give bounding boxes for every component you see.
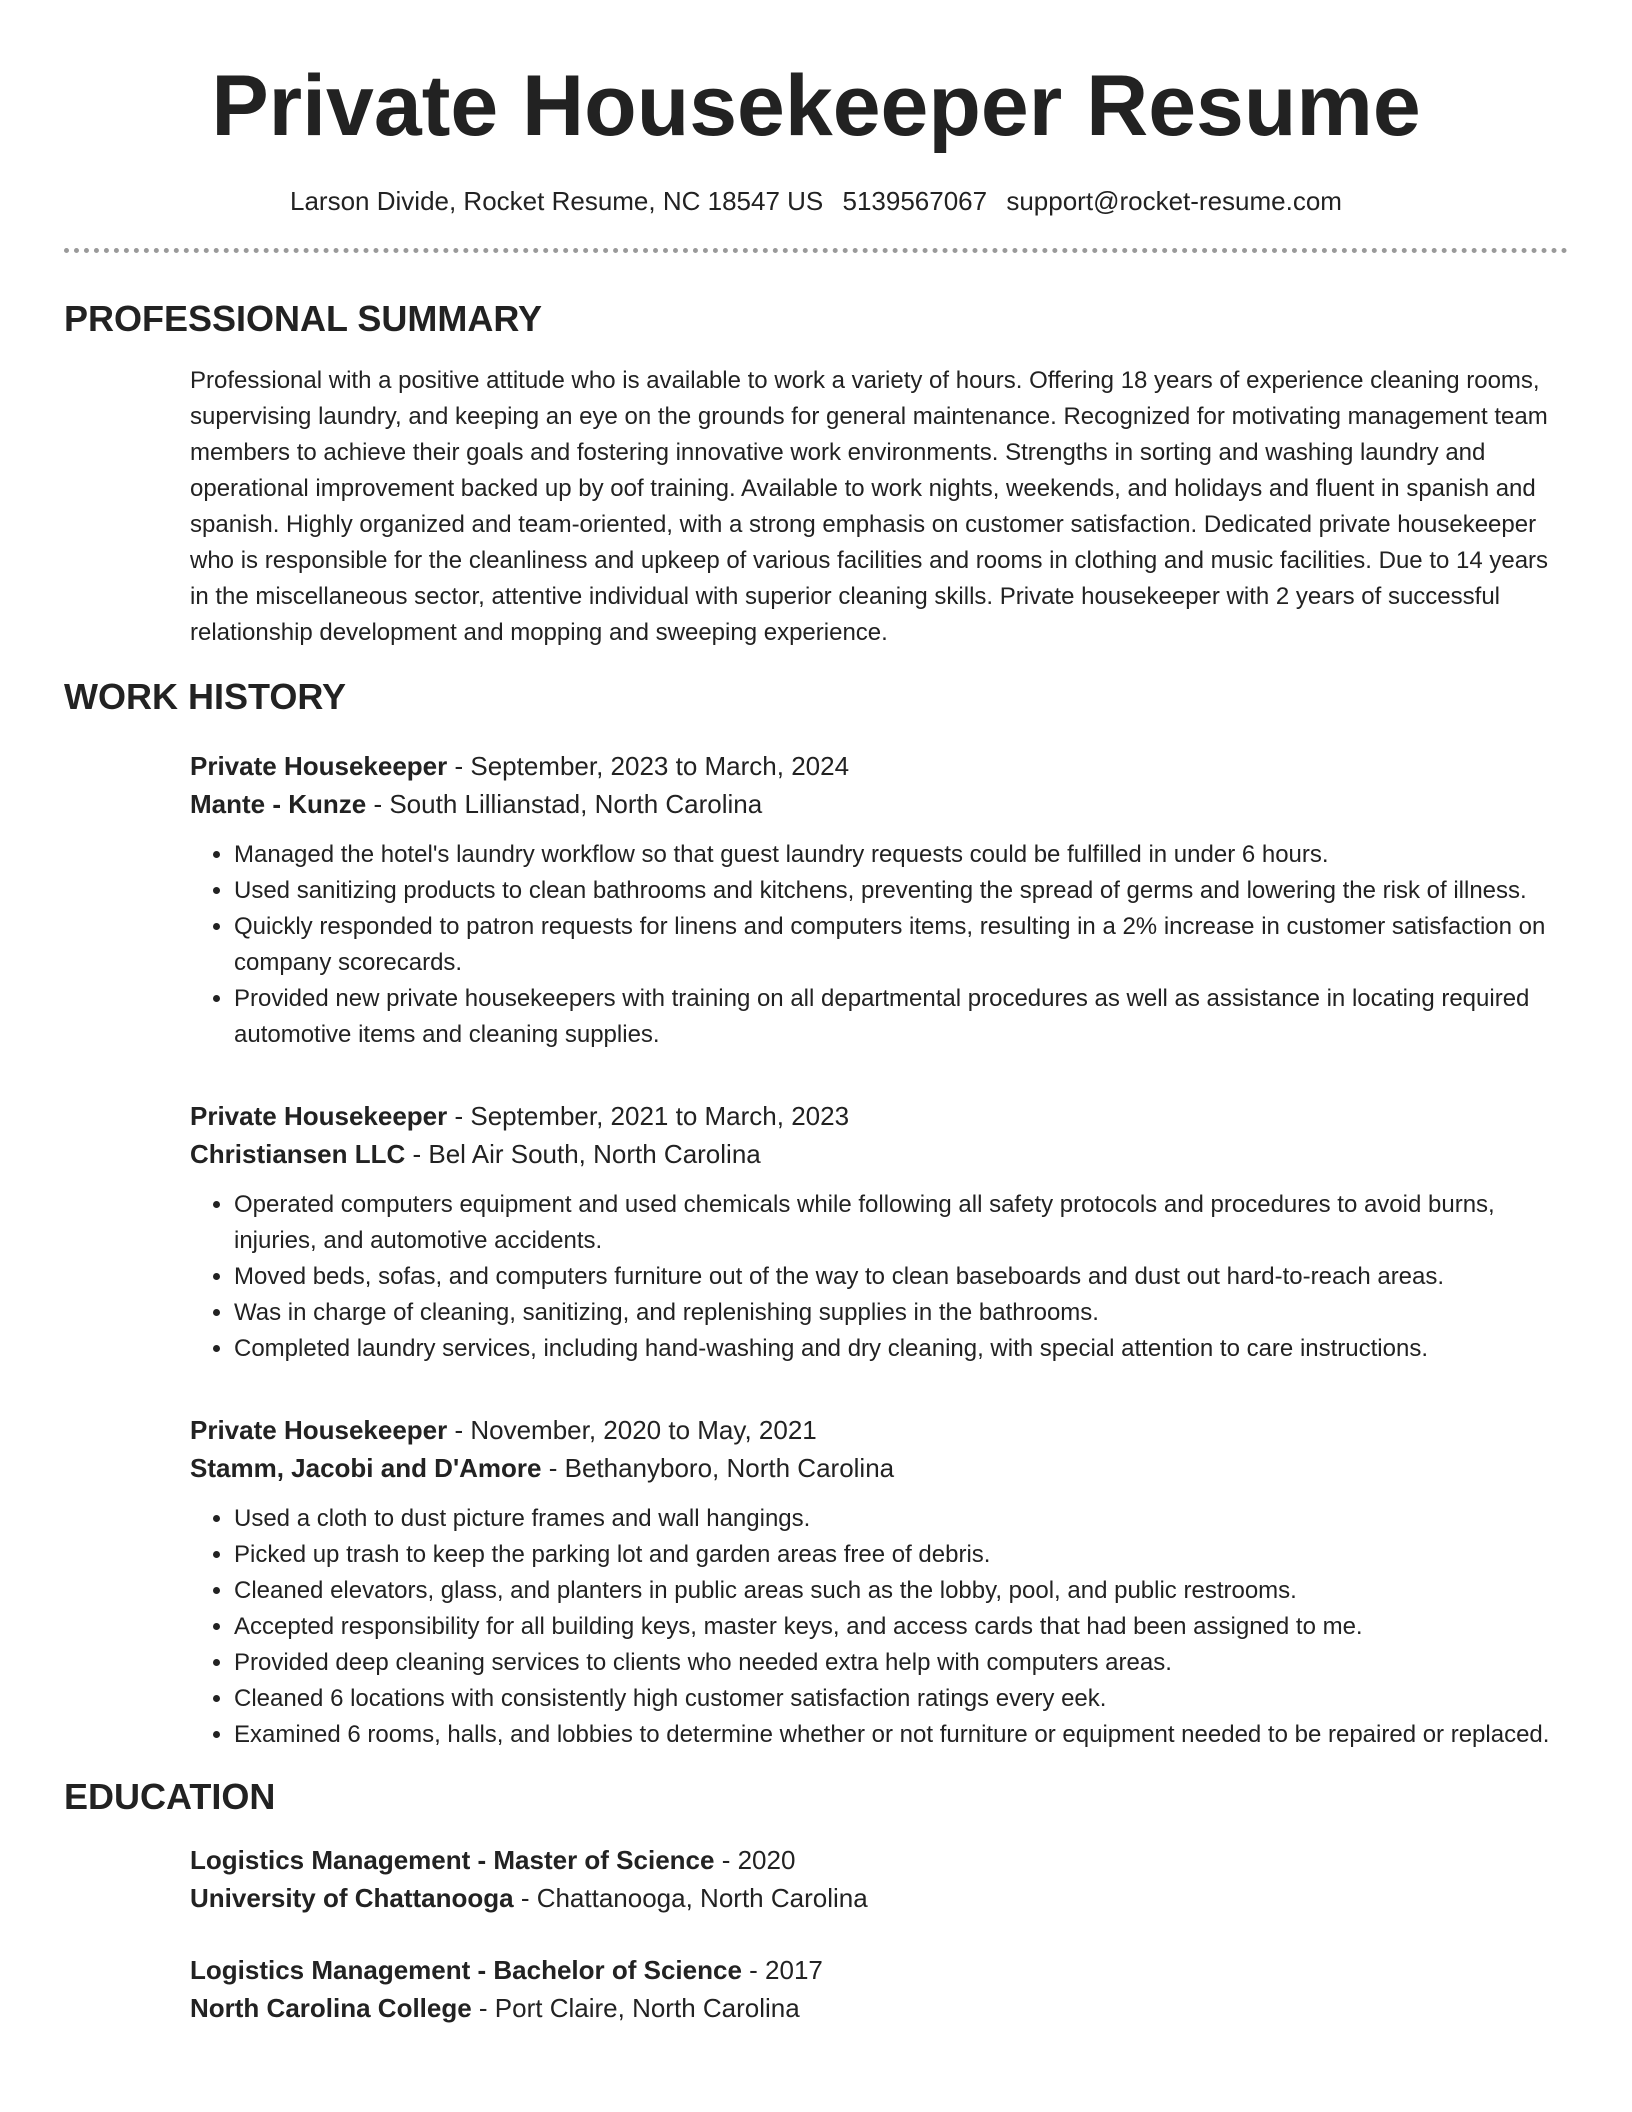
job-company-line (190, 1449, 1568, 1487)
job-bullet: • Used a cloth to dust picture frames and wall hangings. (234, 1501, 1568, 1537)
contact-line (64, 184, 1568, 218)
job-title-line (190, 747, 1568, 785)
education-location: - Chattanooga, North Carolina (513, 1883, 868, 1913)
job-dates: - September, 2021 to March, 2023 (447, 1101, 850, 1131)
job-dates: - November, 2020 to May, 2021 (447, 1415, 817, 1445)
header-divider (64, 248, 1568, 253)
education-school: University of Chattanooga (190, 1883, 514, 1913)
education-degree-line (190, 1951, 1568, 1989)
job-company: Mante - Kunze (190, 789, 367, 819)
education-entry (190, 1951, 1568, 2027)
education-school-line (190, 1989, 1568, 2027)
job-company-line (190, 785, 1568, 823)
job-bullet: • Used sanitizing products to clean bathrooms and kitchens, preventing the spread of germs and lowering the risk of illness. (234, 873, 1568, 909)
job-bullet: • Picked up trash to keep the parking lot and garden areas free of debris. (234, 1537, 1568, 1573)
job-entry (190, 1411, 1568, 1753)
job-title: Private Housekeeper (190, 1415, 448, 1445)
job-bullet: • Accepted responsibility for all building keys, master keys, and access cards that had been assigned to me. (234, 1609, 1568, 1645)
job-bullet: • Moved beds, sofas, and computers furniture out of the way to clean baseboards and dust out hard-to-reach areas. (234, 1259, 1568, 1295)
contact-address: Larson Divide, Rocket Resume, NC 18547 US (290, 186, 824, 216)
summary-heading: PROFESSIONAL SUMMARY (64, 298, 543, 339)
education-year: - 2020 (714, 1845, 796, 1875)
job-bullet: • Managed the hotel's laundry workflow so that guest laundry requests could be fulfilled in under 6 hours. (234, 837, 1568, 873)
job-company: Stamm, Jacobi and D'Amore (190, 1453, 542, 1483)
job-bullet: • Provided deep cleaning services to clients who needed extra help with computers areas. (234, 1645, 1568, 1681)
job-location: - Bel Air South, North Carolina (405, 1139, 761, 1169)
job-bullets (190, 1187, 1568, 1367)
education-location: - Port Claire, North Carolina (471, 1993, 800, 2023)
job-bullets (190, 837, 1568, 1053)
job-title-line (190, 1097, 1568, 1135)
job-bullet: • Operated computers equipment and used chemicals while following all safety protocols and procedures to avoid burns, injuries, and automotive accidents. (234, 1187, 1568, 1259)
education-year: - 2017 (741, 1955, 823, 1985)
job-bullet: • Cleaned 6 locations with consistently high customer satisfaction ratings every eek. (234, 1681, 1568, 1717)
education-heading: EDUCATION (64, 1776, 276, 1817)
job-entry (190, 747, 1568, 1053)
job-title: Private Housekeeper (190, 1101, 448, 1131)
education-degree: Logistics Management - Bachelor of Science (190, 1955, 742, 1985)
summary-text: Professional with a positive attitude who is available to work a variety of hours. Offering 18 years of experience cleaning rooms, supervising laundry, and keeping an eye on the grounds for general maintenance. Recognized for motivating management team members to achieve their goals and fostering innovative work environments. Strengths in sorting and washing laundry and operational improvement backed up by oof training. Available to work nights, weekends, and holidays and fluent in spanish and spanish. Highly organized and team-oriented, with a strong emphasis on customer satisfaction. Dedicated private housekeeper who is responsible for the cleanliness and upkeep of various facilities and rooms in clothing and music facilities. Due to 14 years in the miscellaneous sector, attentive individual with superior cleaning skills. Private housekeeper with 2 years of successful relationship development and mopping and sweeping experience. (190, 367, 1549, 646)
contact-phone: 5139567067 (842, 186, 988, 216)
job-title: Private Housekeeper (190, 751, 448, 781)
education-school: North Carolina College (190, 1993, 472, 2023)
job-bullet: • Quickly responded to patron requests for linens and computers items, resulting in a 2% increase in customer satisfaction on company scorecards. (234, 909, 1568, 981)
work-history-heading: WORK HISTORY (64, 676, 347, 717)
job-bullets (190, 1501, 1568, 1753)
education-school-line (190, 1879, 1568, 1917)
summary-section (64, 297, 1568, 651)
contact-email: support@rocket-resume.com (1006, 186, 1342, 216)
education-degree: Logistics Management - Master of Science (190, 1845, 715, 1875)
job-bullet: • Provided new private housekeepers with training on all departmental procedures as well as assistance in locating required automotive items and cleaning supplies. (234, 981, 1568, 1053)
job-bullet: • Was in charge of cleaning, sanitizing, and replenishing supplies in the bathrooms. (234, 1295, 1568, 1331)
job-company-line (190, 1135, 1568, 1173)
education-entry (190, 1841, 1568, 1917)
job-dates: - September, 2023 to March, 2024 (447, 751, 850, 781)
job-bullet: • Completed laundry services, including hand-washing and dry cleaning, with special attention to care instructions. (234, 1331, 1568, 1367)
job-bullet: • Cleaned elevators, glass, and planters in public areas such as the lobby, pool, and public restrooms. (234, 1573, 1568, 1609)
job-company: Christiansen LLC (190, 1139, 406, 1169)
job-bullet: • Examined 6 rooms, halls, and lobbies to determine whether or not furniture or equipment needed to be repaired or replaced. (234, 1717, 1568, 1753)
education-degree-line (190, 1841, 1568, 1879)
work-history-section (64, 675, 1568, 1753)
resume-title: Private Housekeeper Resume (211, 58, 1421, 154)
education-section (64, 1775, 1568, 2027)
job-entry (190, 1097, 1568, 1367)
job-location: - Bethanyboro, North Carolina (541, 1453, 895, 1483)
job-title-line (190, 1411, 1568, 1449)
job-location: - South Lillianstad, North Carolina (366, 789, 763, 819)
